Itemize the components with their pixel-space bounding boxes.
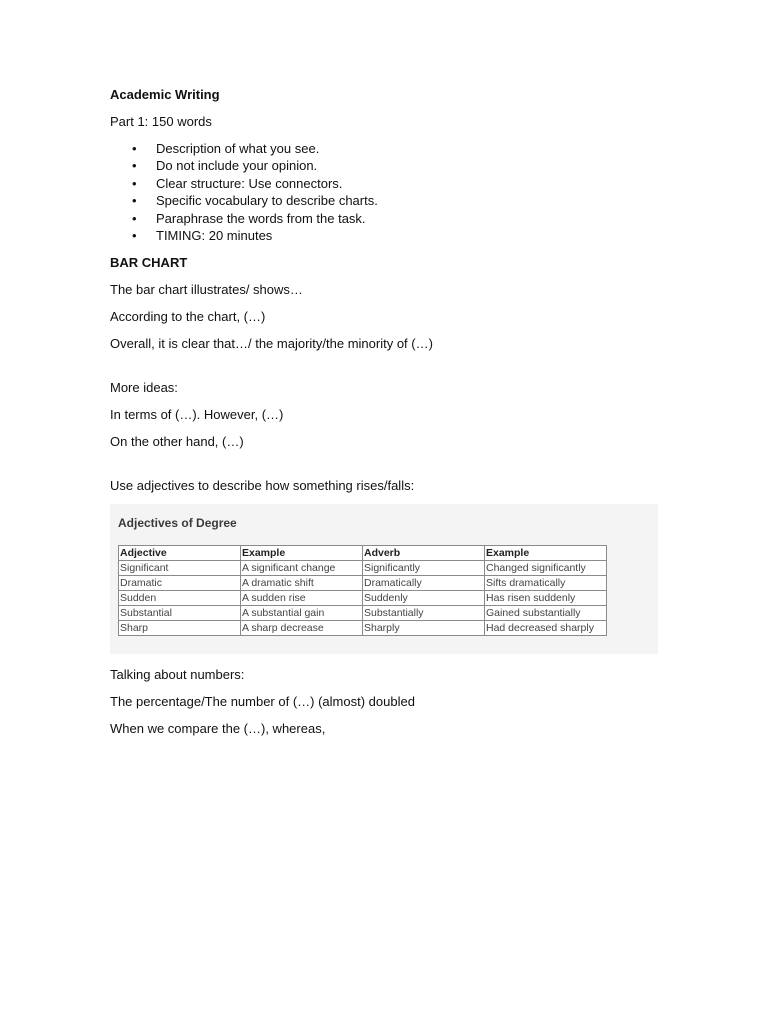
figure-title: Adjectives of Degree (118, 516, 237, 531)
numbers-line: When we compare the (…), whereas, (110, 721, 326, 737)
header-cell: Adverb (363, 546, 485, 561)
table-row (119, 606, 607, 621)
table-cell: A significant change (241, 561, 363, 576)
bullet-marker: • (132, 193, 137, 209)
part-line: Part 1: 150 words (110, 114, 212, 129)
intro-line: Overall, it is clear that…/ the majority/the minority of (…) (110, 336, 433, 352)
table-cell: A dramatic shift (241, 576, 363, 591)
idea-line: In terms of (…). However, (…) (110, 407, 284, 423)
idea-line: On the other hand, (…) (110, 434, 244, 450)
list-item: • Description of what you see. (132, 141, 320, 156)
numbers-label: Talking about numbers: (110, 667, 245, 683)
bullet-marker: • (132, 158, 137, 174)
blank-line (110, 460, 670, 477)
table-cell: Sharp (119, 621, 241, 636)
numbers-line: The percentage/The number of (…) (almost) doubled (110, 694, 415, 710)
header-cell: Adjective (119, 546, 241, 561)
table-cell: A substantial gain (241, 606, 363, 621)
table-row (119, 621, 607, 636)
adjectives-table (118, 545, 607, 636)
table-cell: Sifts dramatically (485, 576, 607, 591)
document-page (110, 86, 670, 747)
table-cell: Sudden (119, 591, 241, 606)
document-heading: Academic Writing (110, 87, 220, 102)
table-cell: Suddenly (363, 591, 485, 606)
table-cell: A sudden rise (241, 591, 363, 606)
table-cell: Dramatic (119, 576, 241, 591)
table-row (119, 576, 607, 591)
table-row (119, 591, 607, 606)
list-item: • Specific vocabulary to describe charts. (132, 193, 378, 209)
table-header-row (119, 546, 607, 561)
header-cell: Example (485, 546, 607, 561)
blank-line (110, 362, 670, 379)
section-title: BAR CHART (110, 255, 188, 271)
table-cell: Substantially (363, 606, 485, 621)
table-cell: Significantly (363, 561, 485, 576)
intro-line: The bar chart illustrates/ shows… (110, 282, 303, 298)
adjectives-intro: Use adjectives to describe how something rises/falls: (110, 478, 415, 494)
intro-line: According to the chart, (…) (110, 309, 266, 325)
requirements-list (110, 140, 670, 244)
bullet-marker: • (132, 141, 137, 156)
table-cell: Dramatically (363, 576, 485, 591)
bullet-marker: • (132, 175, 137, 191)
table-cell: Has risen suddenly (485, 591, 607, 606)
table-cell: Significant (119, 561, 241, 576)
list-item: • Do not include your opinion. (132, 158, 318, 174)
bullet-marker: • (132, 228, 137, 244)
header-cell: Example (241, 546, 363, 561)
list-item: • TIMING: 20 minutes (132, 228, 273, 244)
list-item: • Clear structure: Use connectors. (132, 175, 343, 191)
table-cell: Substantial (119, 606, 241, 621)
table-cell: Changed significantly (485, 561, 607, 576)
bullet-marker: • (132, 210, 137, 226)
list-item: • Paraphrase the words from the task. (132, 210, 366, 226)
more-ideas-label: More ideas: (110, 380, 178, 396)
table-cell: Gained substantially (485, 606, 607, 621)
table-cell: Sharply (363, 621, 485, 636)
table-cell: Had decreased sharply (485, 621, 607, 636)
adjectives-figure (110, 504, 658, 654)
table-row (119, 561, 607, 576)
table-cell: A sharp decrease (241, 621, 363, 636)
